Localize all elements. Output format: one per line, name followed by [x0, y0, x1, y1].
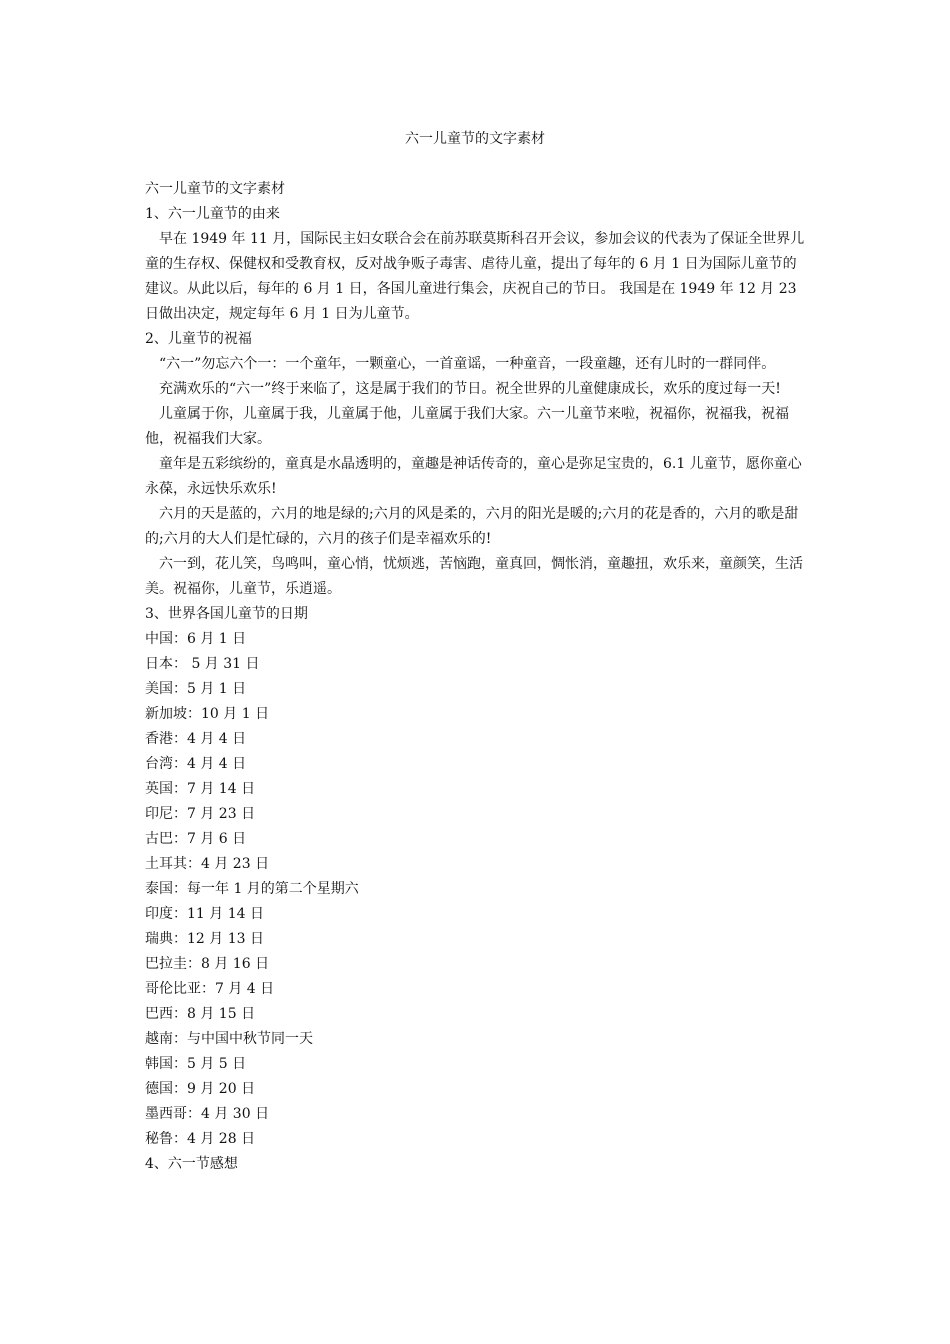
country-date-item: 土耳其：4 月 23 日	[145, 856, 270, 872]
section-1-paragraph: 早在 1949 年 11 月，国际民主妇女联合会在前苏联莫斯科召开会议，参加会议的代表为了保证全世界儿童的生存权、保健权和受教育权，反对战争贩子毒害、虐待儿童，提出了每年的 6 月 1 日为国际儿童节的建议。从此以后，每年的 6 月 1 日，各国儿童进行集会，庆祝自己的节日。 我国是在 1949 年 12 月 23 日做出决定，规定每年 6 月 1 日为儿童节。	[145, 231, 805, 322]
wish-paragraph: “六一”勿忘六个一：一个童年，一颗童心，一首童谣，一种童音，一段童趣，还有儿时的一群同伴。	[159, 356, 776, 372]
country-date-item: 日本： 5 月 31 日	[145, 656, 260, 672]
country-date-item: 古巴：7 月 6 日	[145, 831, 247, 847]
country-date-item: 越南：与中国中秋节同一天	[145, 1031, 313, 1047]
country-date-item: 泰国：每一年 1 月的第二个星期六	[145, 881, 359, 897]
country-date-item: 印尼：7 月 23 日	[145, 806, 256, 822]
country-date-item: 新加坡：10 月 1 日	[145, 706, 270, 722]
wish-paragraph: 童年是五彩缤纷的，童真是水晶透明的，童趣是神话传奇的，童心是弥足宝贵的，6.1 儿童节，愿你童心永葆，永远快乐欢乐!	[145, 456, 802, 497]
country-date-item: 哥伦比亚：7 月 4 日	[145, 981, 275, 997]
country-date-item: 瑞典：12 月 13 日	[145, 931, 264, 947]
wish-paragraph: 六月的天是蓝的，六月的地是绿的;六月的风是柔的，六月的阳光是暖的;六月的花是香的，六月的歌是甜的;六月的大人们是忙碌的，六月的孩子们是幸福欢乐的!	[145, 506, 799, 547]
country-date-item: 英国：7 月 14 日	[145, 781, 256, 797]
section-2-heading: 2、儿童节的祝福	[145, 331, 252, 347]
document-title: 六一儿童节的文字素材	[405, 131, 545, 147]
section-4-heading: 4、六一节感想	[145, 1156, 238, 1172]
country-date-item: 韩国：5 月 5 日	[145, 1056, 247, 1072]
country-date-item: 台湾：4 月 4 日	[145, 756, 247, 772]
country-date-item: 巴拉圭：8 月 16 日	[145, 956, 270, 972]
document-body	[145, 177, 805, 1177]
country-date-item: 印度：11 月 14 日	[145, 906, 264, 922]
wish-paragraph: 儿童属于你，儿童属于我，儿童属于他，儿童属于我们大家。六一儿童节来啦，祝福你，祝福我，祝福他，祝福我们大家。	[145, 406, 789, 447]
country-date-item: 墨西哥：4 月 30 日	[145, 1106, 270, 1122]
country-date-item: 巴西：8 月 15 日	[145, 1006, 256, 1022]
body-heading: 六一儿童节的文字素材	[145, 181, 285, 197]
country-date-item: 美国：5 月 1 日	[145, 681, 247, 697]
country-date-item: 中国：6 月 1 日	[145, 631, 247, 647]
wish-paragraph: 六一到，花儿笑，鸟鸣叫，童心悄，忧烦逃，苦恼跑，童真回，惆怅消，童趣扭，欢乐来，童颜笑，生活美。祝福你，儿童节，乐逍遥。	[145, 556, 803, 597]
country-date-item: 秘鲁：4 月 28 日	[145, 1131, 256, 1147]
country-date-item: 德国：9 月 20 日	[145, 1081, 256, 1097]
section-3-heading: 3、世界各国儿童节的日期	[145, 606, 308, 622]
country-date-item: 香港：4 月 4 日	[145, 731, 247, 747]
wish-paragraph: 充满欢乐的“六一”终于来临了，这是属于我们的节日。祝全世界的儿童健康成长，欢乐的度过每一天!	[159, 381, 781, 397]
section-1-heading: 1、六一儿童节的由来	[145, 206, 280, 222]
